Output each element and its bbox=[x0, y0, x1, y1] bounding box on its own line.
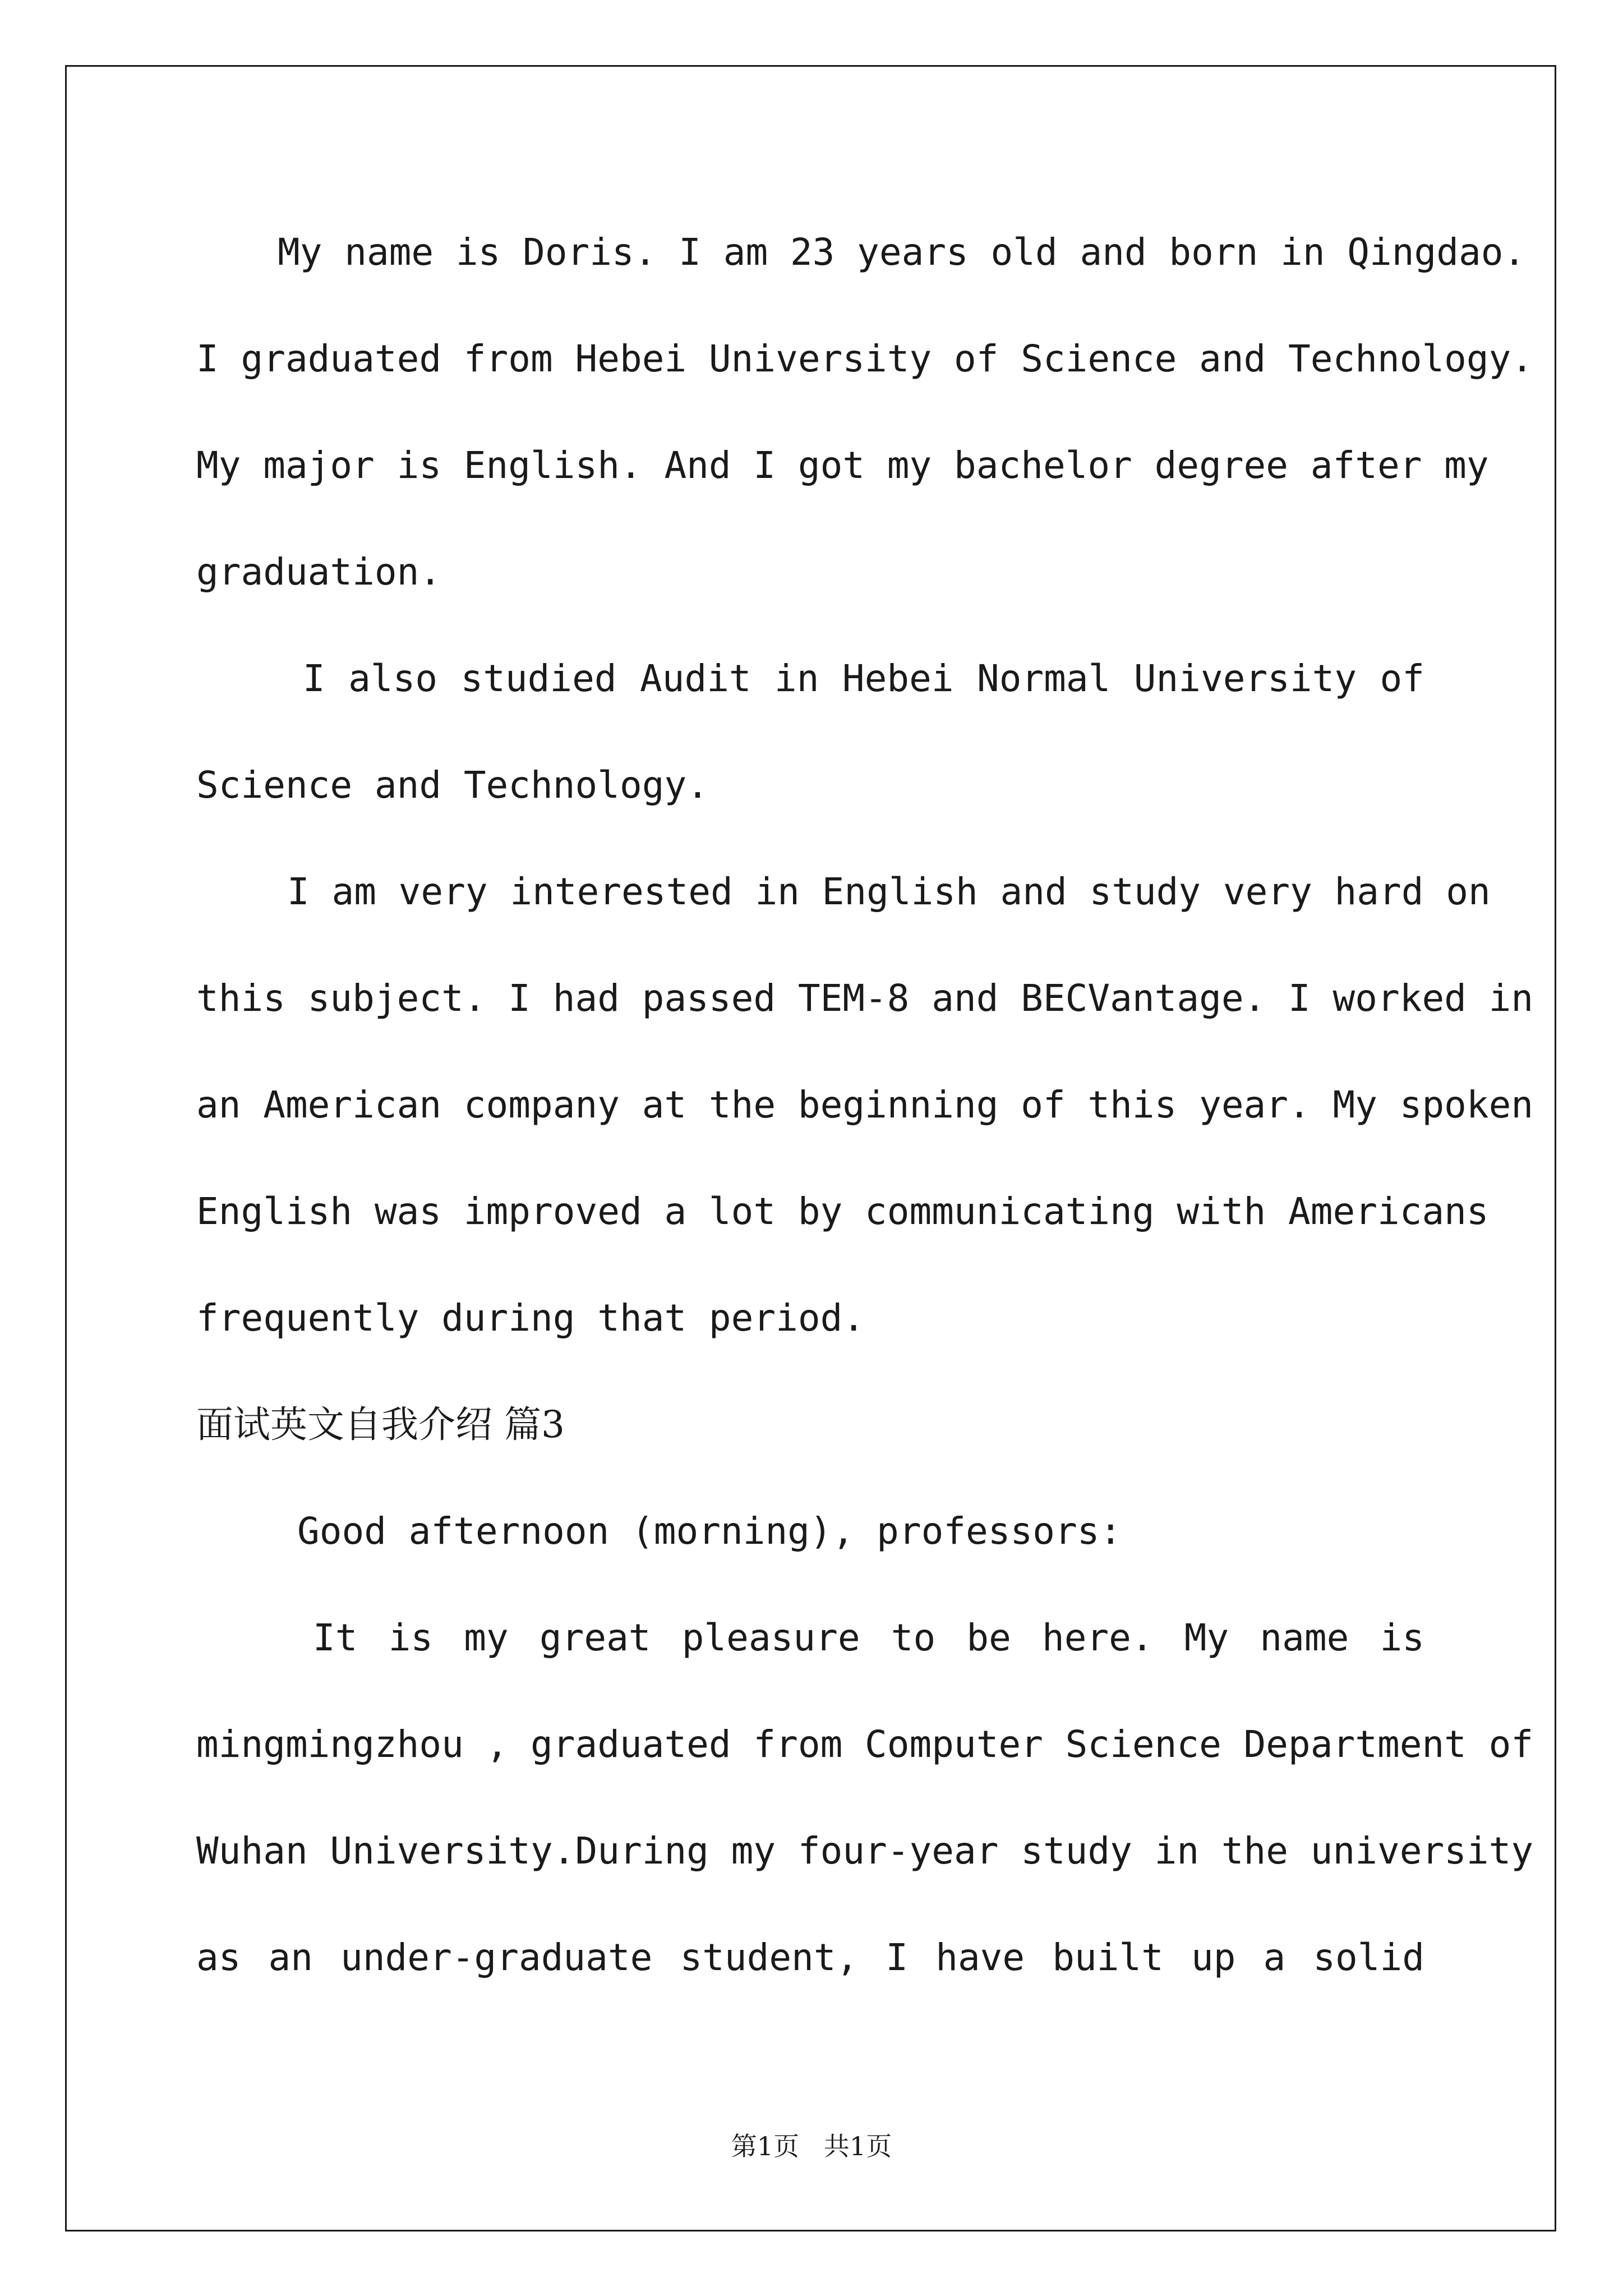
page-number-footer: 第1页 共1页 bbox=[731, 2131, 892, 2161]
paragraph-2-line-2: Science and Technology. bbox=[196, 763, 709, 807]
paragraph-3-line-2: this subject. I had passed TEM-8 and BECVantage. I worked in bbox=[196, 977, 1534, 1020]
paragraph-4-line-3: Wuhan University.During my four-year study in the university bbox=[196, 1829, 1534, 1872]
paragraph-4-line-4: as an under-graduate student, I have built up a solid bbox=[196, 1936, 1424, 1979]
paragraph-4-line-2: mingmingzhou , graduated from Computer Science Department of bbox=[196, 1723, 1534, 1766]
paragraph-1-line-2: I graduated from Hebei University of Science and Technology. bbox=[196, 337, 1534, 380]
paragraph-3-line-3: an American company at the beginning of this year. My spoken bbox=[196, 1083, 1534, 1126]
paragraph-1-line-1: My name is Doris. I am 23 years old and born in Qingdao. bbox=[278, 231, 1526, 274]
paragraph-1-line-3: My major is English. And I got my bachelor degree after my bbox=[196, 444, 1489, 487]
paragraph-3-line-5: frequently during that period. bbox=[196, 1296, 865, 1340]
paragraph-2-line-1: I also studied Audit in Hebei Normal University of bbox=[303, 657, 1424, 700]
greeting-line: Good afternoon (morning), professors: bbox=[297, 1510, 1122, 1553]
paragraph-3-line-4: English was improved a lot by communicating with Americans bbox=[196, 1190, 1489, 1233]
paragraph-4-line-1: It is my great pleasure to be here. My name is bbox=[313, 1616, 1424, 1659]
paragraph-1-line-4: graduation. bbox=[196, 550, 442, 593]
paragraph-3-line-1: I am very interested in English and study very hard on bbox=[287, 870, 1491, 913]
section-heading: 面试英文自我介绍 篇3 bbox=[196, 1403, 565, 1446]
